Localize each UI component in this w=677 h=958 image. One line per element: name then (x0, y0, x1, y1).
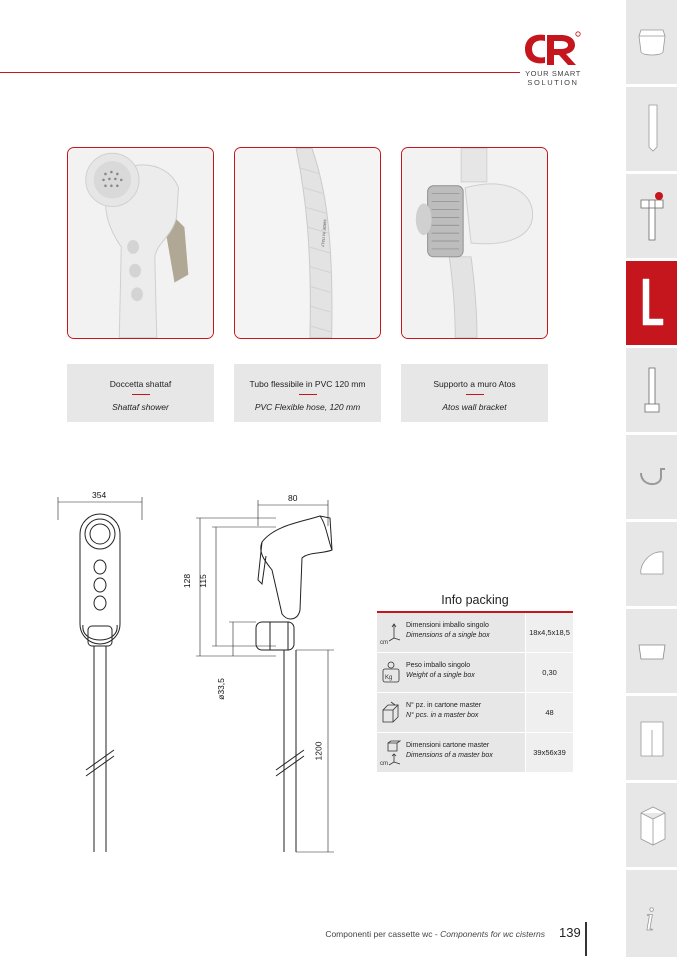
packing-row (377, 693, 573, 733)
packing-row (377, 733, 573, 773)
fill-valve-icon (635, 186, 669, 246)
flush-valve-icon (635, 360, 669, 420)
bend-pipe-icon (635, 273, 669, 333)
cr-logo-icon (521, 29, 581, 69)
product-name-en: PVC Flexible hose, 120 mm (254, 402, 361, 412)
technical-drawing (50, 480, 350, 865)
page-number-bar (585, 922, 587, 956)
dimension-label: 128 (182, 573, 193, 589)
packing-label-en: Dimensions of a single box (406, 632, 490, 639)
caption-bracket (401, 364, 548, 422)
footer-text-it: Componenti per cassette wc - (325, 929, 441, 939)
unit-label: cm (380, 761, 388, 766)
shower-dimension-drawing (50, 480, 350, 865)
packing-value: 48 (525, 693, 573, 732)
flush-pipe-icon (635, 99, 669, 159)
dimension-label: 80 (288, 493, 298, 503)
packing-label-en: Weight of a single box (406, 672, 475, 679)
packing-row (377, 613, 573, 653)
svg-text:i: i (644, 900, 654, 938)
packing-value: 18x4,5x18,5 (525, 613, 573, 652)
product-name-it: Doccetta shattaf (109, 379, 172, 389)
product-name-en: Atos wall bracket (442, 402, 507, 412)
dimension-label: 1200 (313, 741, 324, 761)
packing-label-it: Peso imballo singolo (406, 662, 471, 669)
product-name-it: Tubo flessibile in PVC 120 mm (249, 379, 366, 389)
product-photo-hose (234, 147, 381, 339)
sink-icon (635, 621, 669, 681)
packing-title: Info packing (441, 593, 509, 607)
product-name-it: Supporto a muro Atos (433, 379, 516, 389)
caption-rule (466, 394, 484, 395)
footer-caption (300, 929, 545, 939)
hose-image (235, 148, 380, 338)
brand-logo (521, 29, 585, 95)
product-photo-shower (67, 147, 214, 339)
tab-siphons[interactable] (626, 435, 677, 520)
packing-label-en: Dimensions of a master box (406, 752, 493, 759)
packing-row (377, 653, 573, 693)
page-number: 139 (559, 925, 581, 940)
tab-toilet-seats[interactable] (626, 522, 677, 607)
dimension-label: 354 (92, 490, 107, 500)
caption-shower (67, 364, 214, 422)
caption-rule (299, 394, 317, 395)
category-sidebar (626, 0, 677, 958)
caption-hose (234, 364, 381, 422)
cabinet-icon (635, 708, 669, 768)
packing-value: 39x56x39 (525, 733, 573, 772)
dimension-label: ø33,5 (215, 678, 226, 700)
product-photo-bracket (401, 147, 548, 339)
packing-label-it: N° pz. in cartone master (406, 702, 482, 709)
shower-head-image (68, 148, 213, 338)
logo-tagline: YOUR SMART (525, 69, 581, 78)
tab-sinks[interactable] (626, 609, 677, 694)
logo-tagline: SOLUTION (527, 78, 579, 87)
unit-label: Kg (385, 675, 393, 681)
tab-cabinets[interactable] (626, 696, 677, 781)
tab-flush-pipes[interactable] (626, 87, 677, 172)
weight-icon (380, 660, 402, 686)
toilet-seat-icon (635, 534, 669, 594)
master-box-dimensions-icon (380, 740, 402, 766)
packing-label-it: Dimensioni cartone master (406, 742, 490, 749)
wall-bracket-image (402, 148, 547, 338)
tab-cisterns[interactable] (626, 0, 677, 85)
tab-fill-valves[interactable] (626, 174, 677, 259)
packing-label-it: Dimensioni imballo singolo (406, 622, 489, 629)
cistern-icon (635, 12, 669, 72)
packing-table (377, 613, 573, 773)
info-icon (635, 884, 669, 944)
product-name-en: Shattaf shower (112, 402, 169, 412)
packing-label-en: N° pcs. in a master box (406, 712, 479, 719)
tab-flush-valves[interactable] (626, 348, 677, 433)
svg-text:MADE IN ITALY: MADE IN ITALY (320, 219, 328, 248)
unit-label: cm (380, 640, 388, 646)
siphon-icon (635, 447, 669, 507)
caption-rule (132, 394, 150, 395)
footer-text-en: Components for wc cisterns (440, 929, 545, 939)
header-rule (0, 72, 520, 73)
master-box-pieces-icon (380, 700, 402, 726)
dimension-label: 115 (197, 574, 208, 588)
packing-value: 0,30 (525, 653, 573, 692)
tab-info[interactable] (626, 870, 677, 958)
tab-bend-pipes[interactable] (626, 261, 677, 346)
box-icon (635, 795, 669, 855)
box-dimensions-icon (380, 620, 402, 646)
tab-boxes[interactable] (626, 783, 677, 868)
